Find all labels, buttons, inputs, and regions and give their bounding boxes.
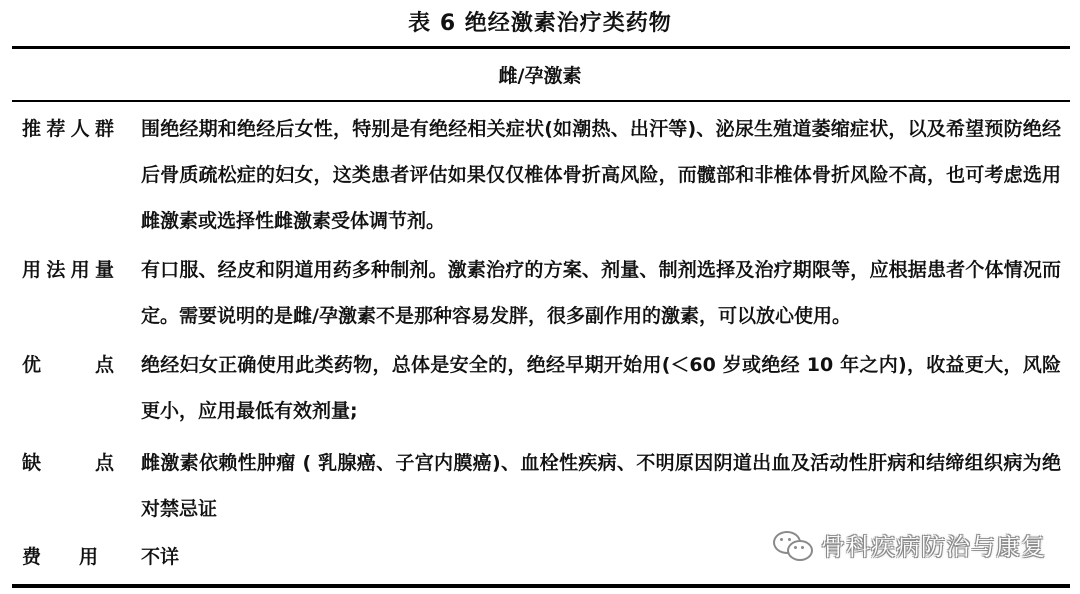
row-label-char: 点 bbox=[94, 452, 114, 474]
row-label-char: 荐 bbox=[46, 118, 66, 140]
row-label-char: 量 bbox=[94, 259, 114, 281]
row-label bbox=[22, 440, 114, 486]
header-rule bbox=[12, 100, 1070, 102]
row-label-char: 点 bbox=[94, 354, 114, 376]
bottom-rule bbox=[12, 584, 1070, 588]
watermark bbox=[773, 527, 1046, 562]
row-label-char: 优 bbox=[22, 354, 42, 376]
row-text: 雌激素依赖性肿瘤 ( 乳腺癌、子宫内膜癌)、血栓性疾病、不明原因阴道出血及活动性肝病和结缔组织病为绝对禁忌证 bbox=[141, 452, 1061, 520]
row-label-char: 用 bbox=[78, 546, 98, 568]
row-label-char: 用 bbox=[70, 259, 90, 281]
row-label-char: 推 bbox=[22, 118, 42, 140]
row-label-char: 缺 bbox=[22, 452, 42, 474]
row-text: 不详 bbox=[141, 546, 180, 568]
row-label-char: 群 bbox=[94, 118, 114, 140]
row-label bbox=[22, 534, 98, 580]
row-label bbox=[22, 106, 114, 152]
table-header: 雌/孕激素 bbox=[498, 65, 582, 87]
wechat-icon bbox=[773, 529, 815, 561]
table-title: 表 6 绝经激素治疗类药物 bbox=[408, 11, 672, 36]
row-label-char: 法 bbox=[46, 259, 66, 281]
row-text: 绝经妇女正确使用此类药物，总体是安全的，绝经早期开始用(＜60 岁或绝经 10 年之内)，收益更大，风险更小，应用最低有效剂量; bbox=[141, 354, 1061, 422]
top-rule bbox=[12, 46, 1070, 49]
row-label bbox=[22, 247, 114, 293]
watermark-text: 骨科疾病防治与康复 bbox=[821, 533, 1046, 561]
row-label-char: 用 bbox=[22, 259, 42, 281]
row-text: 有口服、经皮和阴道用药多种制剂。激素治疗的方案、剂量、制剂选择及治疗期限等，应根据患者个体情况而定。需要说明的是雌/孕激素不是那种容易发胖，很多副作用的激素，可以放心使用。 bbox=[141, 259, 1061, 327]
row-label-char: 费 bbox=[22, 546, 42, 568]
row-text: 围绝经期和绝经后女性，特别是有绝经相关症状(如潮热、出汗等)、泌尿生殖道萎缩症状，以及希望预防绝经后骨质疏松症的妇女，这类患者评估如果仅仅椎体骨折高风险，而髋部和非椎体骨折风险不高，也可考虑选用雌激素或选择性雌激素受体调节剂。 bbox=[141, 118, 1061, 232]
row-label-char: 人 bbox=[70, 118, 90, 140]
row-label bbox=[22, 342, 114, 388]
